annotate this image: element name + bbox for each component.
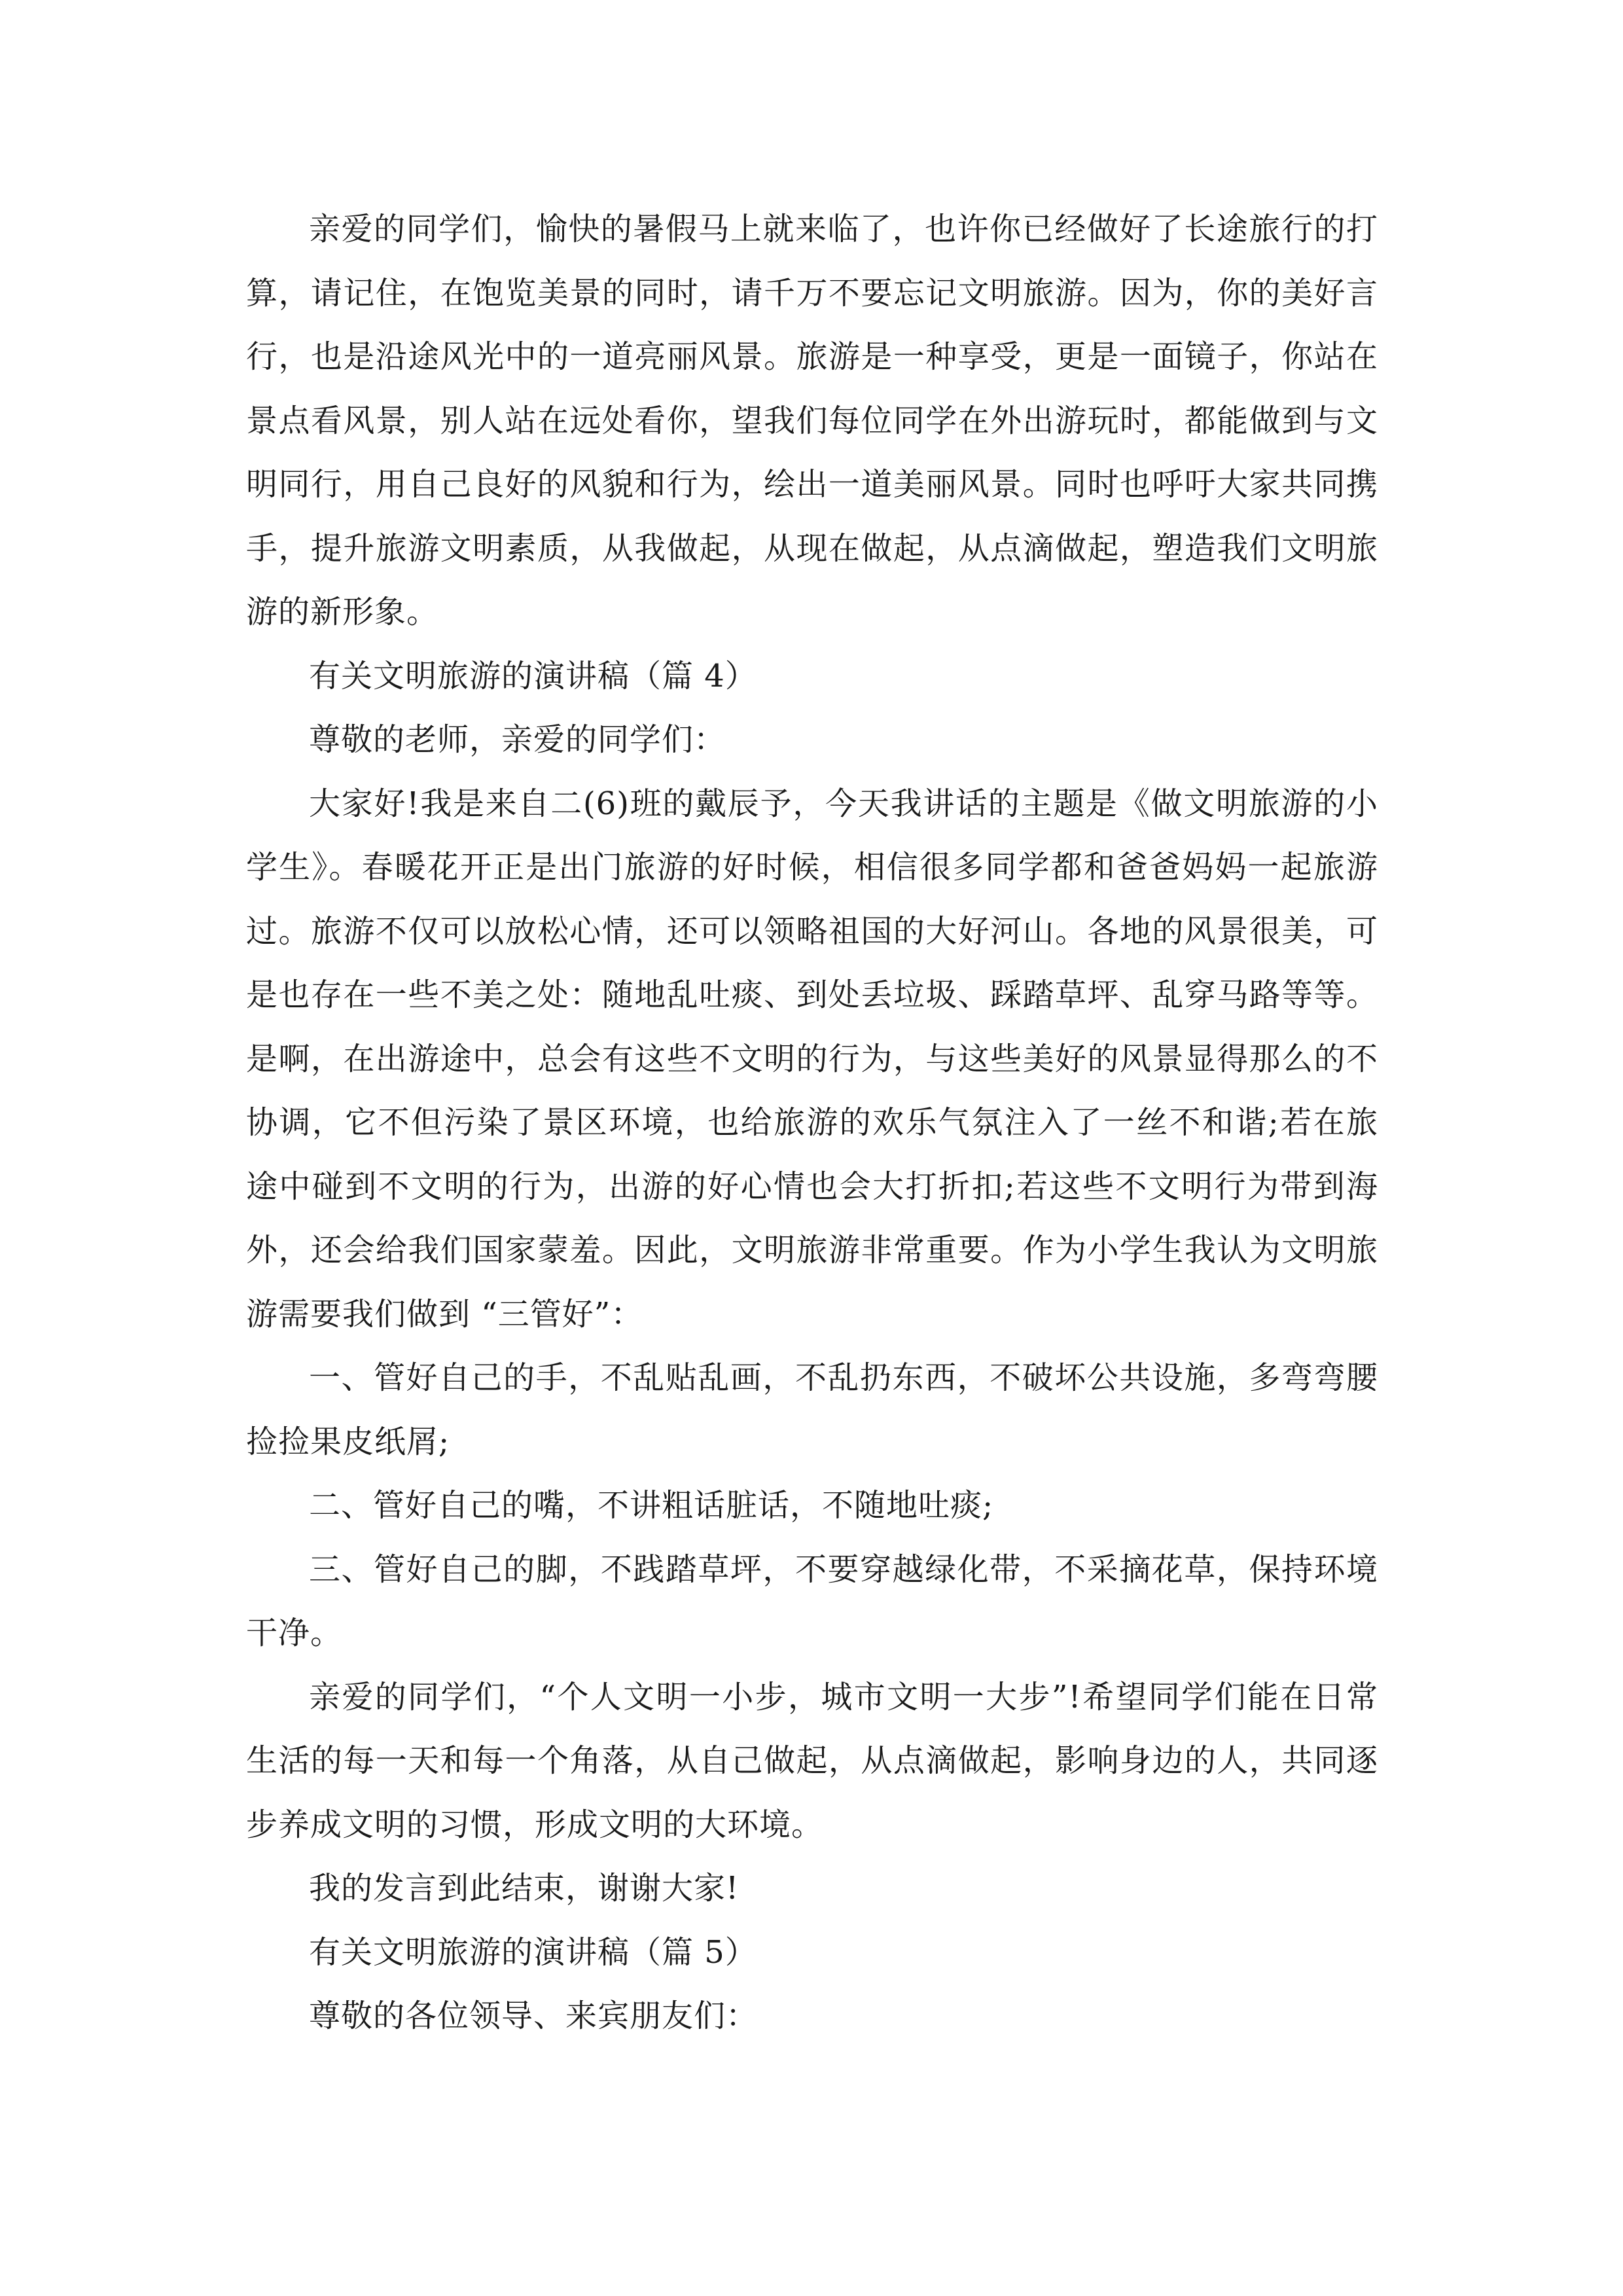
paragraph-intro: 亲爱的同学们，愉快的暑假马上就来临了，也许你已经做好了长途旅行的打算，请记住，在饱览美景的同时，请千万不要忘记文明旅游。因为，你的美好言行，也是沿途风光中的一道亮丽风景。旅游是一种享受，更是一面镜子，你站在景点看风景，别人站在远处看你，望我们每位同学在外出游玩时，都能做到与文明同行，用自己良好的风貌和行为，绘出一道美丽风景。同时也呼吁大家共同携手，提升旅游文明素质，从我做起，从现在做起，从点滴做起，塑造我们文明旅游的新形象。 [246, 211, 1378, 630]
list-item-hands: 一、管好自己的手，不乱贴乱画，不乱扔东西，不破坏公共设施，多弯弯腰捡捡果皮纸屑; [246, 1359, 1378, 1460]
document-page [246, 198, 1378, 2049]
paragraph-speech-4-body: 大家好!我是来自二(6)班的戴辰予，今天我讲话的主题是《做文明旅游的小学生》。春暖花开正是出门旅游的好时候，相信很多同学都和爸爸妈妈一起旅游过。旅游不仅可以放松心情，还可以领略祖国的大好河山。各地的风景很美，可是也存在一些不美之处：随地乱吐痰、到处丢垃圾、踩踏草坪、乱穿马路等等。是啊，在出游途中，总会有这些不文明的行为，与这些美好的风景显得那么的不协调，它不但污染了景区环境，也给旅游的欢乐气氛注入了一丝不和谐;若在旅途中碰到不文明的行为，出游的好心情也会大打折扣;若这些不文明行为带到海外，还会给我们国家蒙羞。因此，文明旅游非常重要。作为小学生我认为文明旅游需要我们做到 “三管好”： [246, 785, 1378, 1333]
paragraph-closing-appeal: 亲爱的同学们，“个人文明一小步，城市文明一大步”!希望同学们能在日常生活的每一天和每一个角落，从自己做起，从点滴做起，影响身边的人，共同逐步养成文明的习惯，形成文明的大环境。 [246, 1678, 1378, 1843]
list-item-mouth: 二、管好自己的嘴，不讲粗话脏话，不随地吐痰; [309, 1487, 994, 1524]
speech-title-5: 有关文明旅游的演讲稿（篇 5） [309, 1933, 757, 1971]
list-item-feet: 三、管好自己的脚，不践踏草坪，不要穿越绿化带，不采摘花草，保持环境干净。 [246, 1551, 1378, 1651]
paragraph-thanks: 我的发言到此结束，谢谢大家! [309, 1870, 740, 1907]
salutation-5: 尊敬的各位领导、来宾朋友们： [309, 1998, 758, 2034]
speech-title-4: 有关文明旅游的演讲稿（篇 4） [309, 657, 757, 694]
salutation-4: 尊敬的老师，亲爱的同学们： [309, 721, 726, 758]
